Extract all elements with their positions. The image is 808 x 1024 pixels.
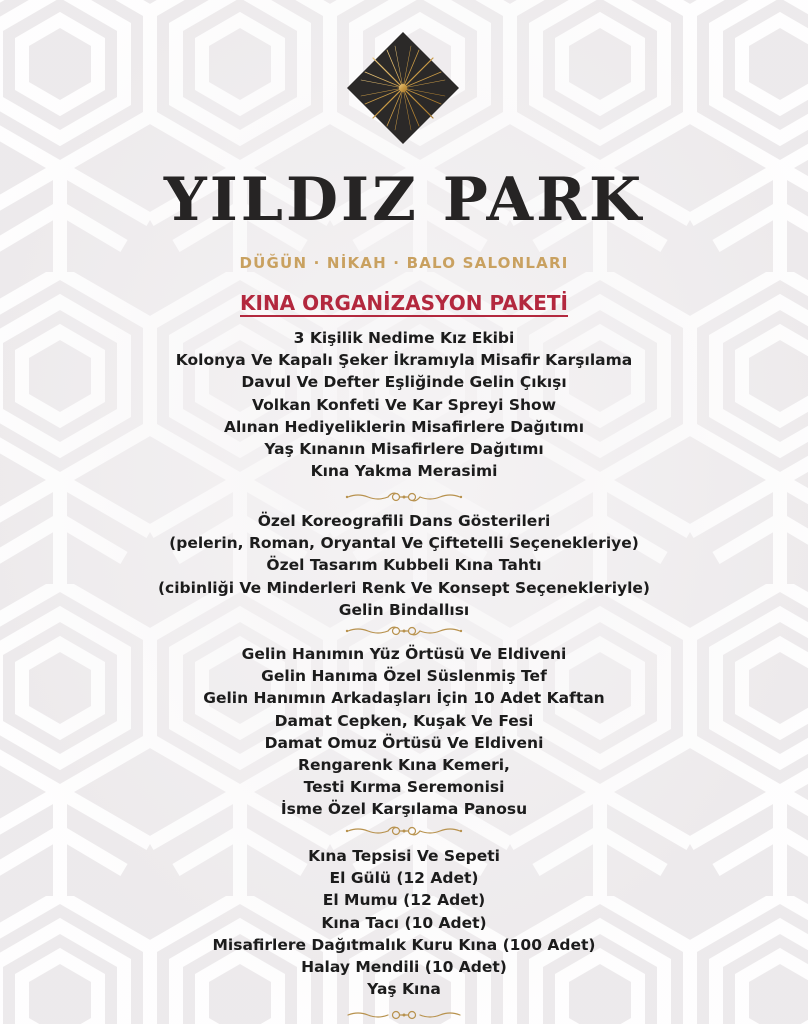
list-item: Kolonya Ve Kapalı Şeker İkramıyla Misafir Karşılama (175, 351, 633, 370)
list-item: Özel Tasarım Kubbeli Kına Tahtı (266, 556, 542, 575)
package-section-3 (0, 643, 808, 821)
list-item: Gelin Hanımın Yüz Örtüsü Ve Eldiveni (241, 645, 567, 663)
star-diamond-logo-icon (347, 32, 459, 144)
list-item: El Gülü (12 Adet) (329, 869, 479, 888)
package-section-2 (0, 510, 808, 621)
package-section-4 (0, 845, 808, 1000)
list-item: Rengarenk Kına Kemeri, (298, 755, 510, 774)
list-item: Damat Omuz Örtüsü Ve Eldiveni (264, 733, 544, 752)
list-item: Davul Ve Defter Eşliğinde Gelin Çıkışı (241, 373, 567, 392)
list-item: Damat Cepken, Kuşak Ve Fesi (274, 711, 534, 730)
list-item: Gelin Hanımın Arkadaşları İçin 10 Adet Kaftan (203, 689, 605, 708)
ornament-divider-icon (344, 1008, 464, 1022)
list-item: (cibinliği Ve Minderleri Renk Ve Konsept Seçenekleriyle) (157, 578, 651, 597)
list-item: Halay Mendili (10 Adet) (301, 957, 507, 976)
list-item: Yaş Kınanın Misafirlere Dağıtımı (264, 439, 544, 458)
brand-name: YILDIZ PARK (163, 165, 645, 235)
list-item: 3 Kişilik Nedime Kız Ekibi (293, 329, 515, 347)
list-item: Misafirlere Dağıtmalık Kuru Kına (100 Adet) (212, 935, 596, 954)
list-item: Özel Koreografili Dans Gösterileri (257, 512, 551, 530)
list-item: (pelerin, Roman, Oryantal Ve Çiftetelli Seçenekleriye) (169, 534, 639, 553)
package-title-text: KINA ORGANİZASYON PAKETİ (240, 291, 568, 315)
list-item: Gelin Hanıma Özel Süslenmiş Tef (261, 667, 547, 686)
ornament-divider-icon (344, 624, 464, 638)
list-item: Yaş Kına (367, 980, 441, 999)
list-item: Testi Kırma Seremonisi (303, 778, 505, 797)
ornament-divider-icon (344, 824, 464, 838)
brand-tagline: DÜĞÜN · NİKAH · BALO SALONLARI (239, 254, 569, 272)
list-item: Kına Yakma Merasimi (310, 462, 498, 481)
list-item: Kına Tacı (10 Adet) (321, 913, 487, 932)
list-item: El Mumu (12 Adet) (322, 891, 486, 910)
list-item: Kına Tepsisi Ve Sepeti (308, 847, 500, 865)
list-item: Alınan Hediyeliklerin Misafirlere Dağıtımı (223, 417, 585, 436)
package-section-1 (0, 327, 808, 482)
list-item: İsme Özel Karşılama Panosu (280, 800, 528, 819)
list-item: Volkan Konfeti Ve Kar Spreyi Show (251, 395, 557, 414)
list-item: Gelin Bindallısı (338, 600, 470, 619)
ornament-divider-icon (344, 490, 464, 504)
package-title (0, 287, 808, 321)
